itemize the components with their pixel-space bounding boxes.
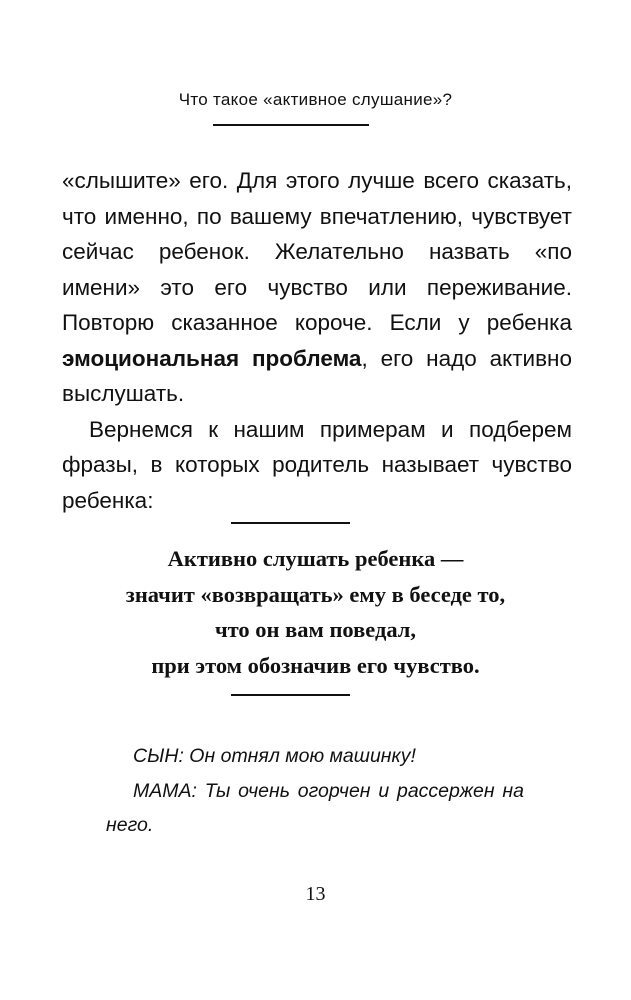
header-divider bbox=[213, 124, 369, 126]
paragraph bbox=[62, 163, 572, 412]
dialogue bbox=[106, 739, 524, 843]
quote-line: Активно слушать ребенка — bbox=[167, 546, 464, 571]
quote-divider-bottom bbox=[231, 694, 350, 696]
quote-line: значит «возвращать» ему в беседе то, bbox=[125, 581, 506, 607]
paragraph: Вернемся к нашим примерам и подберем фразы, в которых родитель называет чувство ребенка: bbox=[62, 416, 572, 513]
paragraph-text: «слышите» его. Для этого лучше всего сказать, что именно, по вашему впечатлению, чувствует сейчас ребенок. Желательно назвать «по имени» это его чувство или переживание. Повторю сказанное короче. Если у ребенка bbox=[62, 168, 572, 335]
paragraph-text: , его надо активно выслушать. bbox=[62, 345, 572, 406]
quote-divider-top bbox=[231, 522, 350, 524]
dialogue-line: МАМА: Ты очень огорчен и рассержен на него. bbox=[106, 779, 524, 836]
quote-line: что он вам поведал, bbox=[214, 617, 417, 642]
bold-term: эмоциональная проблема bbox=[62, 345, 362, 371]
quote-line: при этом обозначив его чувство. bbox=[151, 652, 480, 678]
body-text bbox=[62, 163, 572, 518]
running-head: Что такое «активное слушание»? bbox=[178, 90, 453, 109]
page-number: 13 bbox=[305, 883, 326, 905]
pull-quote bbox=[0, 541, 631, 683]
dialogue-line: СЫН: Он отнял мою машинку! bbox=[133, 745, 416, 767]
